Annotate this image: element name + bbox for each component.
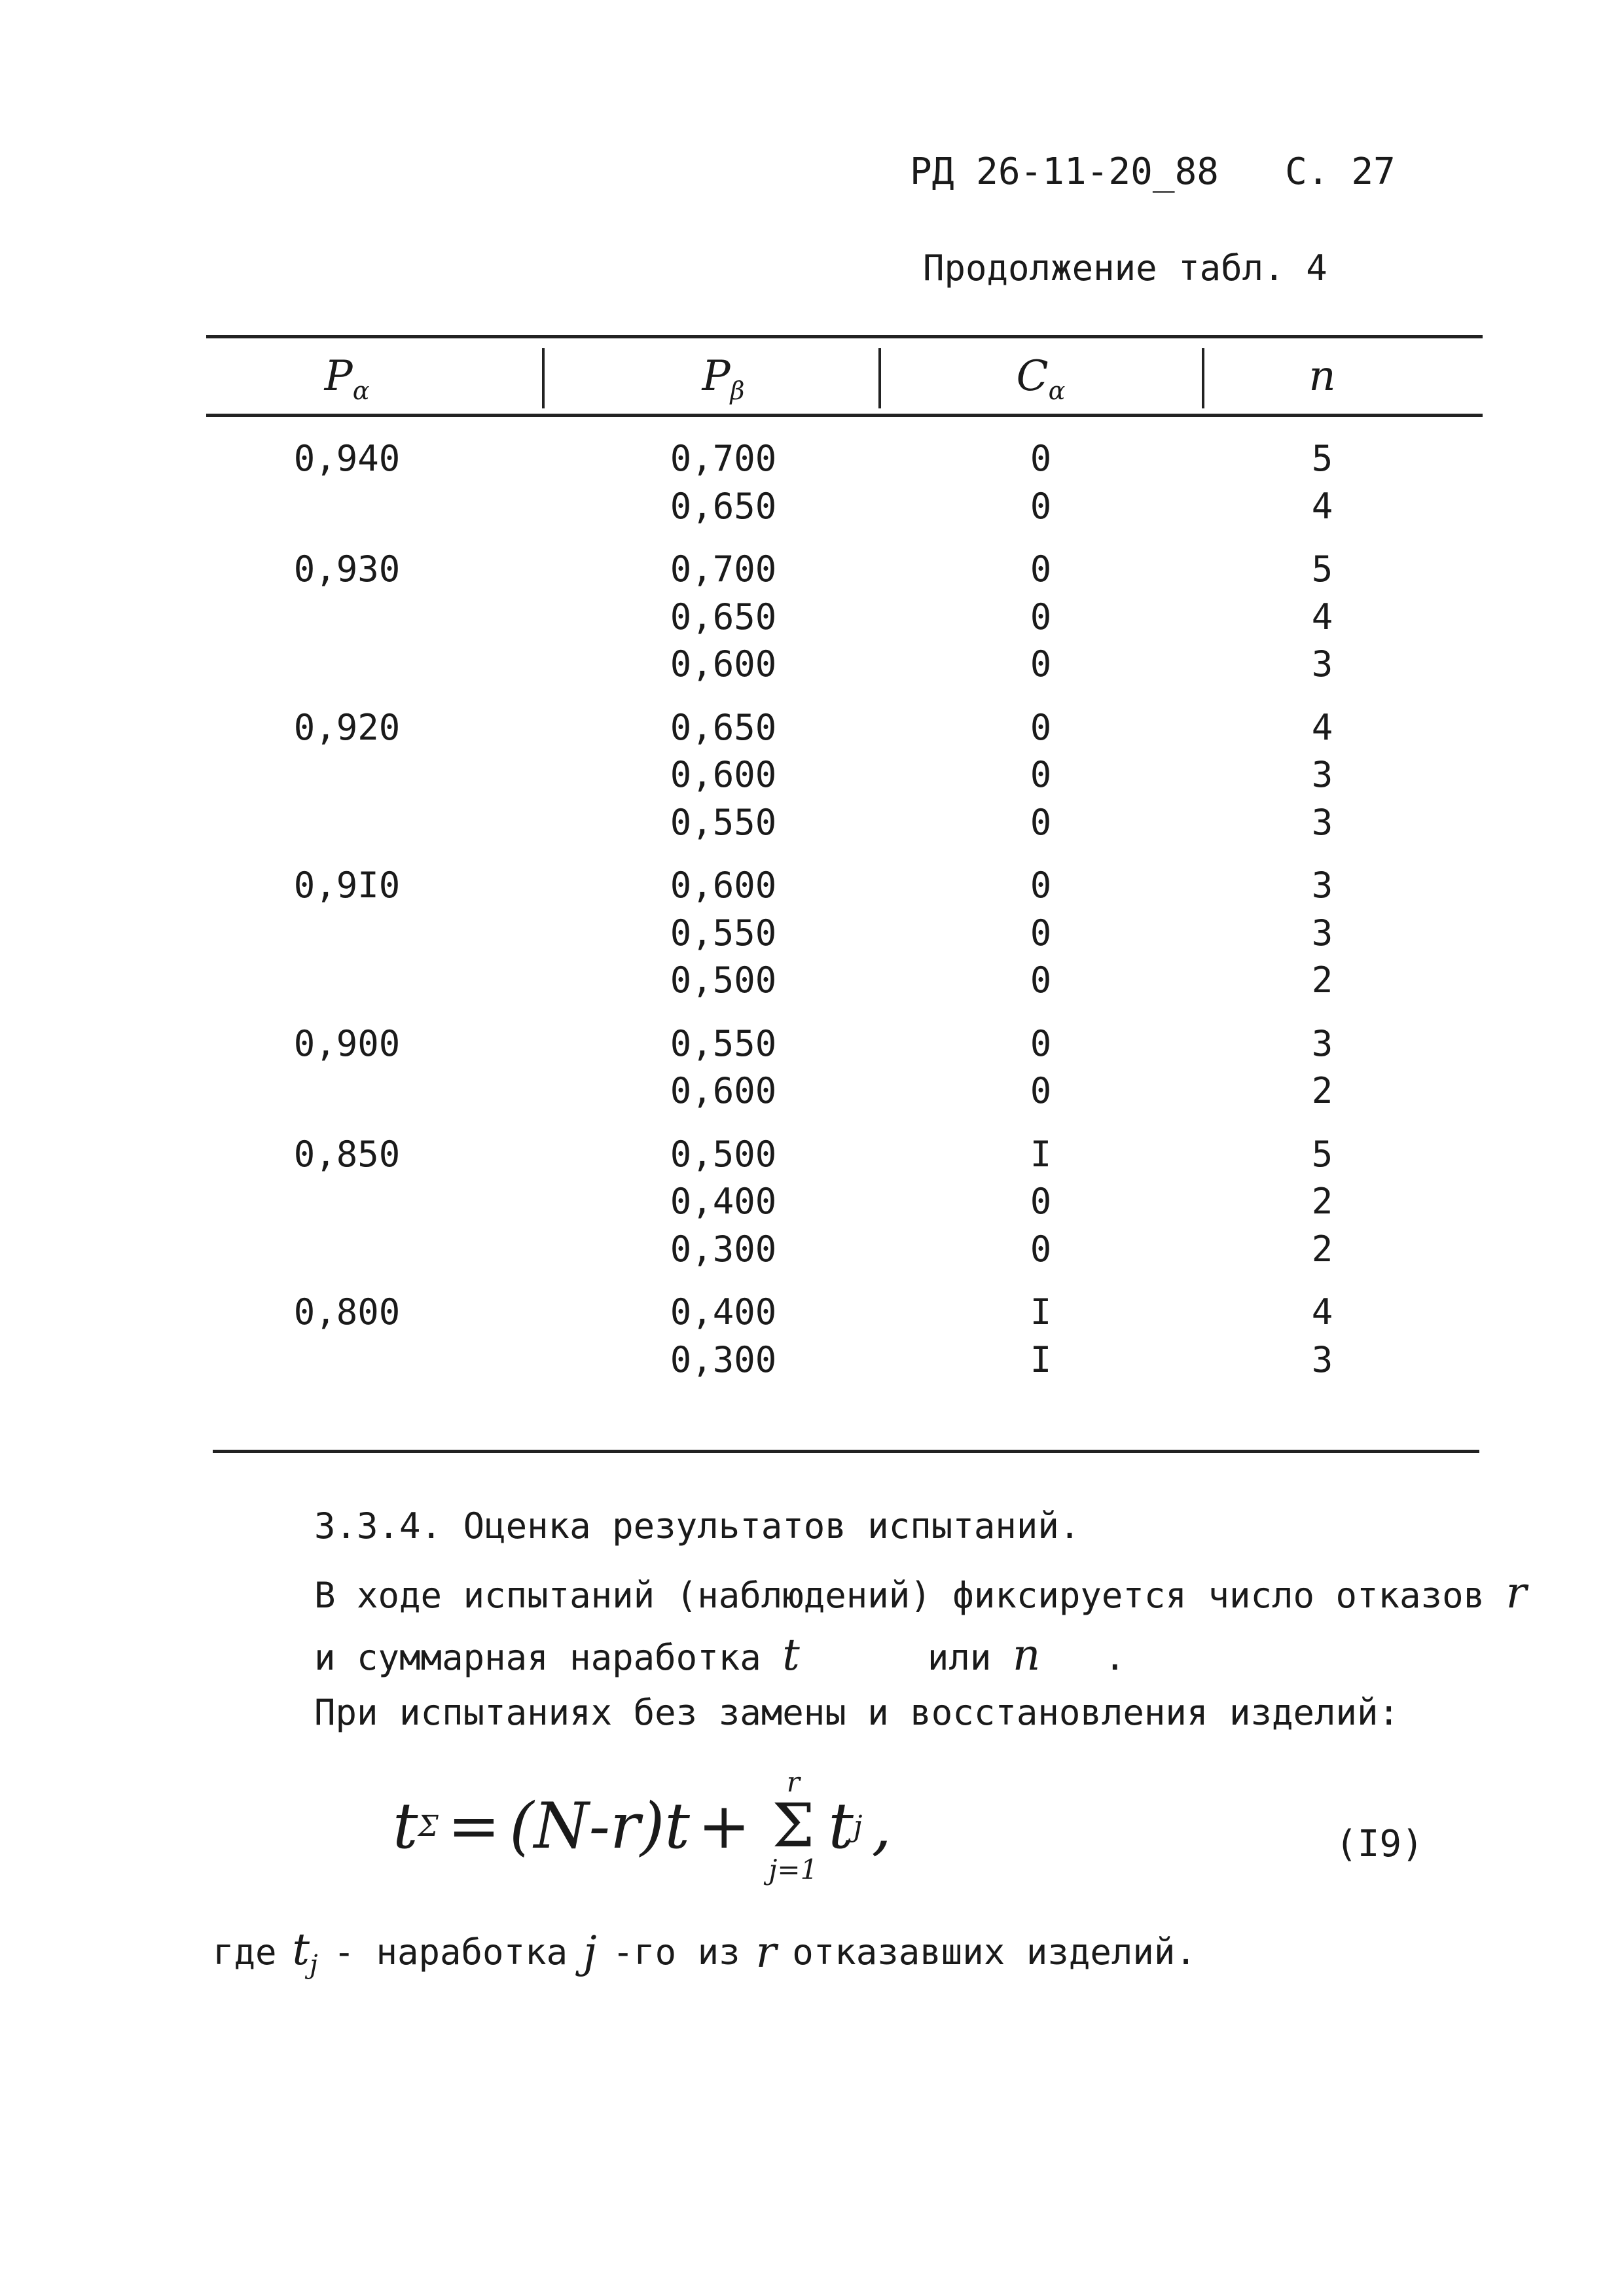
table-cell: 0 — [1030, 706, 1052, 748]
table-cell: 0 — [1030, 801, 1052, 843]
table-cell: 0,550 — [670, 801, 777, 843]
table-cell: 0,600 — [670, 865, 777, 906]
paragraph-line-1: В ходе испытаний (наблюдений) фиксируется число отказов r — [314, 1568, 1527, 1618]
failure-count-symbol: r — [1506, 1568, 1527, 1618]
table-cell: 0,9I0 — [293, 865, 401, 906]
table-cell: 2 — [1311, 960, 1333, 1001]
table-cell: 0 — [1030, 643, 1052, 685]
table-cell: 3 — [1311, 912, 1333, 954]
document-code: РД 26-11-20_88 — [910, 151, 1219, 193]
document-header — [910, 151, 1396, 193]
table-cell: 3 — [1311, 643, 1333, 685]
table-caption: Продолжение табл. 4 — [923, 247, 1327, 289]
column-separator — [542, 348, 545, 408]
table-cell: 3 — [1311, 754, 1333, 795]
cycle-count-symbol: n — [1012, 1630, 1041, 1680]
table-cell: 5 — [1311, 438, 1333, 479]
table-cell: 4 — [1311, 596, 1333, 637]
table-cell: 0 — [1030, 1022, 1052, 1064]
column-separator — [1202, 348, 1204, 408]
table-cell: 4 — [1311, 485, 1333, 527]
table-bottom-rule — [213, 1450, 1479, 1453]
table-cell: 0,600 — [670, 1070, 777, 1111]
formula-19: t Σ = (N-r)t + r Σ j=1 t j , — [393, 1766, 892, 1886]
table-cell: 0,650 — [670, 596, 777, 637]
table-cell: 0,500 — [670, 960, 777, 1001]
table-cell: 0 — [1030, 1228, 1052, 1270]
table-cell: I — [1030, 1291, 1052, 1333]
table-cell: 0 — [1030, 865, 1052, 906]
table-cell: 2 — [1311, 1070, 1333, 1111]
column-header-n: n — [1308, 352, 1336, 401]
table-cell: 0,550 — [670, 912, 777, 954]
table-cell: 0,500 — [670, 1133, 777, 1175]
table-cell: 3 — [1311, 801, 1333, 843]
table-cell: 4 — [1311, 706, 1333, 748]
table-cell: I — [1030, 1133, 1052, 1175]
table-cell: 0 — [1030, 596, 1052, 637]
table-cell: I — [1030, 1338, 1052, 1380]
table-top-rule — [206, 335, 1483, 338]
section-heading: 3.3.4. Оценка результатов испытаний. — [314, 1505, 1081, 1547]
table-cell: 0,930 — [293, 548, 401, 590]
page-number: С. 27 — [1285, 151, 1396, 193]
paragraph-line-3: При испытаниях без замены и восстановления изделий: — [314, 1692, 1400, 1733]
table-cell: 2 — [1311, 1228, 1333, 1270]
table-cell: 0 — [1030, 548, 1052, 590]
equation-number: (I9) — [1335, 1823, 1424, 1865]
table-cell: 2 — [1311, 1181, 1333, 1222]
table-cell: 5 — [1311, 1133, 1333, 1175]
table-cell: 0,700 — [670, 438, 777, 479]
table-cell: 0,400 — [670, 1291, 777, 1333]
table-cell: 0 — [1030, 1181, 1052, 1222]
table-cell: 0 — [1030, 438, 1052, 479]
summation-sign: r Σ j=1 — [768, 1766, 818, 1886]
table-cell: 0,300 — [670, 1338, 777, 1380]
column-header-p-alpha: $P_\alpha$ — [324, 352, 370, 405]
table-cell: 0 — [1030, 485, 1052, 527]
table-cell: 0 — [1030, 912, 1052, 954]
table-cell: 0,940 — [293, 438, 401, 479]
table-cell: 0,800 — [293, 1291, 401, 1333]
paragraph-line-2: и суммарная наработка t или n . — [314, 1630, 1126, 1680]
table-cell: 3 — [1311, 1022, 1333, 1064]
table-cell: 0,600 — [670, 643, 777, 685]
table-cell: 0,700 — [670, 548, 777, 590]
table-cell: 0,850 — [293, 1133, 401, 1175]
table-cell: 0 — [1030, 754, 1052, 795]
table-cell: 5 — [1311, 548, 1333, 590]
table-cell: 4 — [1311, 1291, 1333, 1333]
column-header-c-alpha: $C_\alpha$ — [1016, 352, 1066, 405]
table-cell: 0,400 — [670, 1181, 777, 1222]
table-cell: 3 — [1311, 865, 1333, 906]
column-header-p-beta: $P_\beta$ — [702, 352, 745, 405]
table-cell: 0,920 — [293, 706, 401, 748]
table-cell: 0,650 — [670, 706, 777, 748]
table-cell: 0,550 — [670, 1022, 777, 1064]
table-cell: 0,650 — [670, 485, 777, 527]
operating-time-symbol: t — [782, 1630, 800, 1680]
table-cell: 3 — [1311, 1338, 1333, 1380]
table-cell: 0,900 — [293, 1022, 401, 1064]
column-separator — [878, 348, 881, 408]
table-cell: 0,300 — [670, 1228, 777, 1270]
table-header-rule — [206, 414, 1483, 417]
table-cell: 0 — [1030, 1070, 1052, 1111]
table-cell: 0 — [1030, 960, 1052, 1001]
table-cell: 0,600 — [670, 754, 777, 795]
formula-explanation: где $t_j$ - наработка j -го из r отказавших изделий. — [213, 1924, 1197, 1981]
